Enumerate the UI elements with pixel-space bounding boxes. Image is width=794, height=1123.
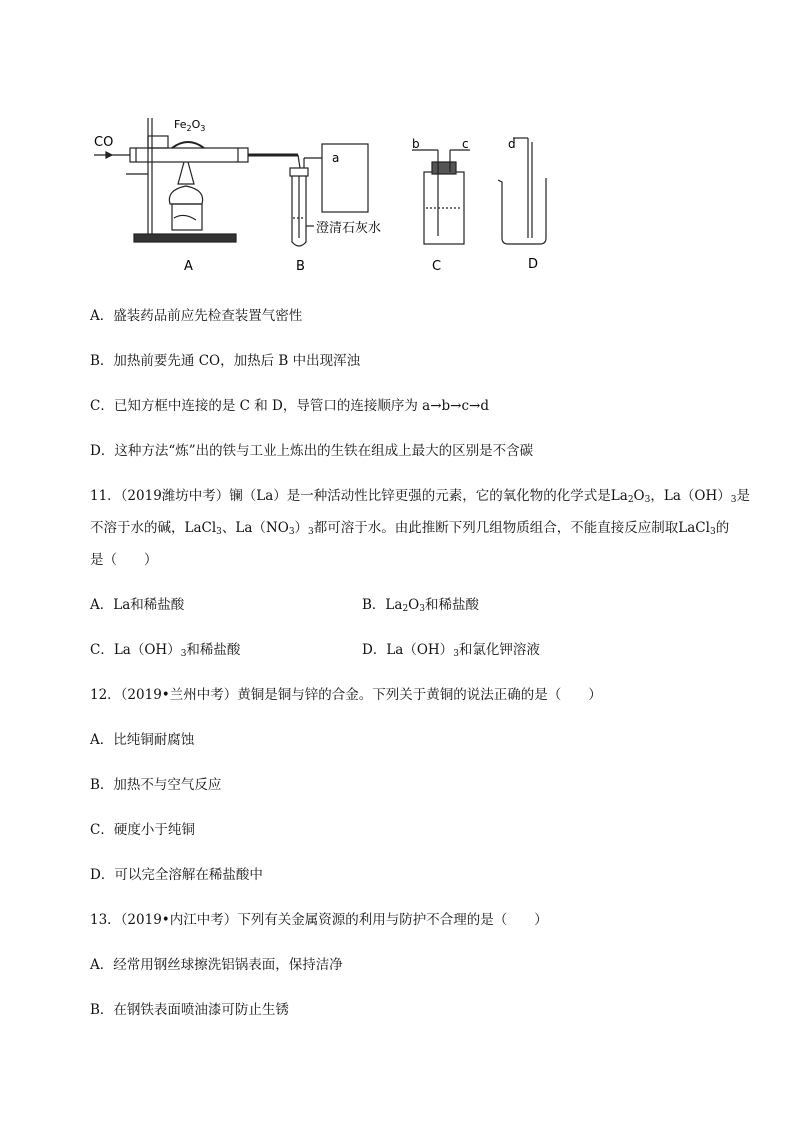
q10-option-a: A．盛装药品前应先检查装置气密性 xyxy=(90,308,303,324)
fe2o3-label: $Fe_2O_3$ xyxy=(174,118,206,133)
limewater-label: 澄清石灰水 xyxy=(316,221,382,236)
q12-stem: 12．（2019•兰州中考）黄铜是铜与锌的合金。下列关于黄铜的说法正确的是（ ） xyxy=(90,687,602,703)
q11-stem-line2: 不溶于水的碱，LaCl$_3$、$La(NO_3)_3$都可溶于水。由此推断下列几组物质组合，不能直接反应制取LaCl$_3$的 xyxy=(90,520,730,537)
q13-option-b: B．在钢铁表面喷油漆可防止生锈 xyxy=(90,1002,289,1018)
q13-stem: 13．（2019•内江中考）下列有关金属资源的利用与防护不合理的是（ ） xyxy=(90,912,548,928)
caption-c: C xyxy=(432,259,442,274)
q10-option-c: C．已知方框中连接的是 C 和 D，导管口的连接顺序为 a→b→c→d xyxy=(90,398,489,414)
port-d-label: d xyxy=(508,137,516,151)
port-b-label: b xyxy=(412,137,420,151)
caption-a: A xyxy=(184,259,193,274)
caption-b: B xyxy=(296,259,305,274)
q12-option-c: C．硬度小于纯铜 xyxy=(90,822,195,838)
q13-option-a: A．经常用钢丝球擦洗铝锅表面，保持洁净 xyxy=(90,957,343,973)
q11-option-b: B．$La_2O_3$和稀盐酸 xyxy=(362,597,479,614)
q12-option-d: D．可以完全溶解在稀盐酸中 xyxy=(90,867,263,883)
q11-option-c: C．$La(OH)_3$和稀盐酸 xyxy=(90,642,241,659)
q10-option-d: D．这种方法“炼”出的铁与工业上炼出的生铁在组成上最大的区别是不含碳 xyxy=(90,443,534,459)
q12-option-a: A．比纯铜耐腐蚀 xyxy=(90,732,195,748)
q11-option-d: D．$La(OH)_3$和氯化钾溶液 xyxy=(362,642,540,659)
apparatus-diagram xyxy=(88,108,558,280)
caption-d: D xyxy=(528,257,539,272)
q11-option-a: A．La和稀盐酸 xyxy=(90,597,185,613)
q10-option-b: B．加热前要先通 CO，加热后 B 中出现浑浊 xyxy=(90,353,361,369)
q11-stem-line1: 11．（2019潍坊中考）镧（La）是一种活动性比锌更强的元素，它的氧化物的化学式是$La_2O_3$，$La(OH)_3$是 xyxy=(90,488,750,505)
port-a-label: a xyxy=(332,151,340,165)
q11-stem-line3: 是（ ） xyxy=(90,552,158,568)
q12-option-b: B．加热不与空气反应 xyxy=(90,777,222,793)
co-label: CO xyxy=(94,135,114,150)
port-c-label: c xyxy=(462,137,469,151)
